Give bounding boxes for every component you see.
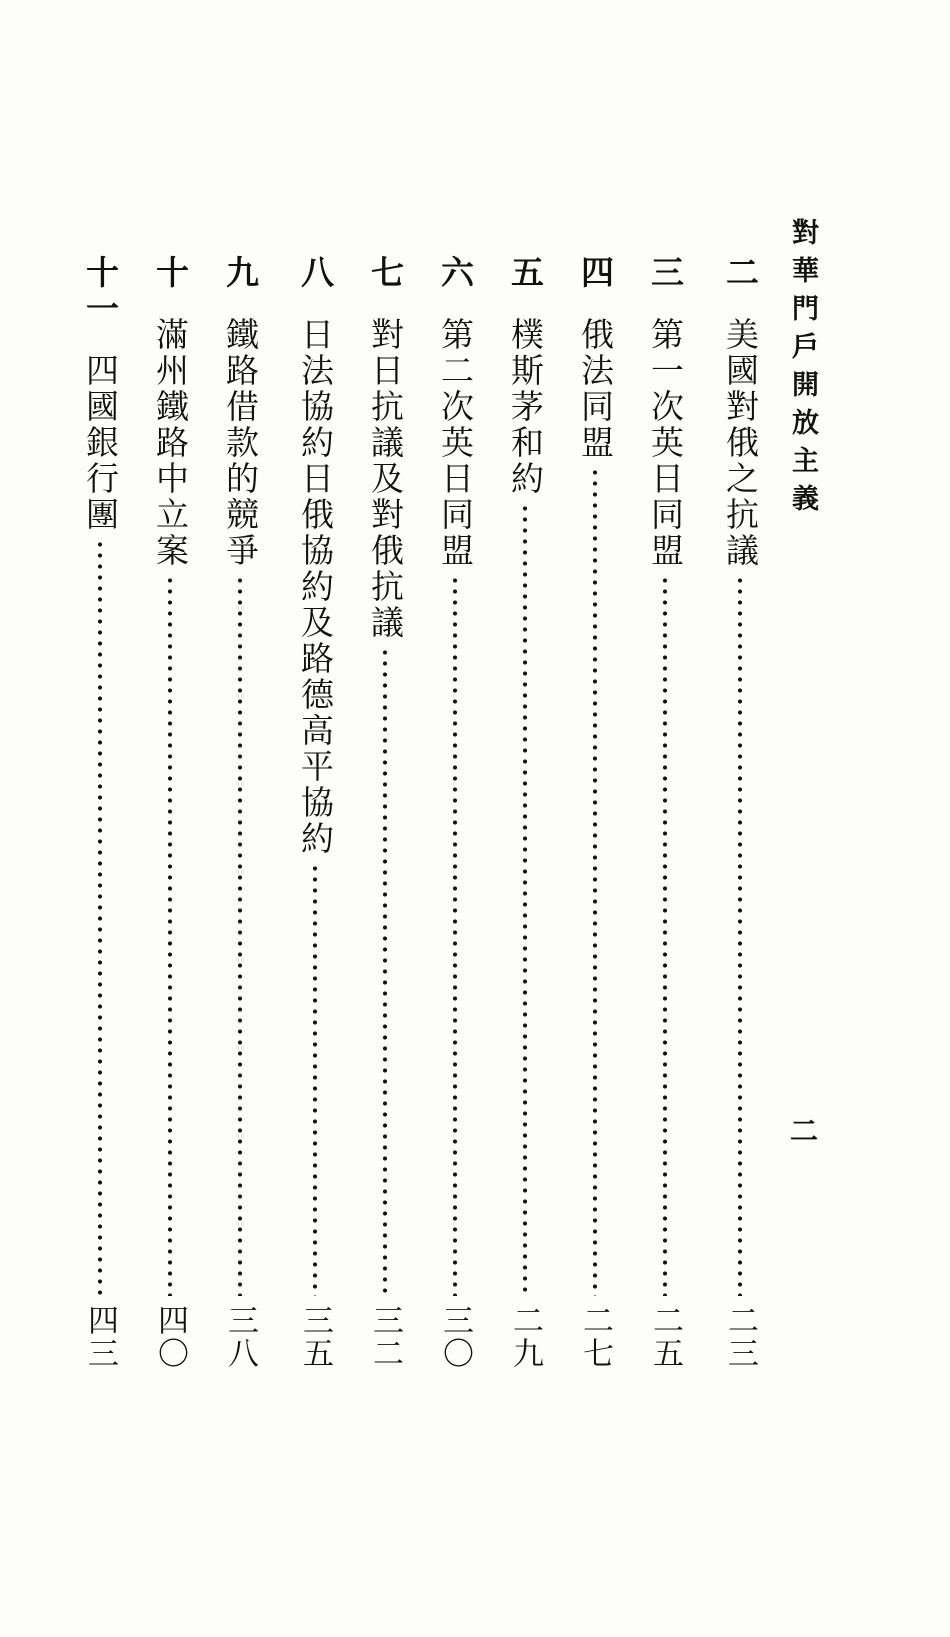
- dot-leader: [661, 575, 669, 1296]
- toc-entry: [573, 255, 617, 1370]
- chapter-number: 二: [721, 255, 760, 291]
- chapter-page: 三二: [367, 1304, 403, 1370]
- chapter-title: 第二次英日同盟: [436, 317, 475, 569]
- chapter-number: 九: [221, 255, 260, 291]
- chapter-number: 四: [576, 255, 615, 291]
- chapter-page: 二三: [722, 1304, 758, 1370]
- toc-entry: [78, 255, 122, 1370]
- chapter-number: 六: [436, 255, 475, 291]
- chapter-number: 七: [366, 255, 405, 291]
- chapter-title: 滿州鐵路中立案: [151, 317, 190, 569]
- chapter-page: 二九: [507, 1304, 543, 1370]
- toc-entry: [148, 255, 192, 1370]
- chapter-page: 三五: [297, 1304, 333, 1370]
- toc-entry: [643, 255, 687, 1370]
- chapter-page: 二七: [577, 1304, 613, 1370]
- chapter-title: 美國對俄之抗議: [721, 317, 760, 569]
- chapter-page: 三八: [222, 1304, 258, 1370]
- dot-leader: [521, 503, 529, 1296]
- chapter-title: 第一次英日同盟: [646, 317, 685, 569]
- dot-leader: [736, 575, 744, 1296]
- toc-entry: [503, 255, 547, 1370]
- chapter-number: 八: [296, 255, 335, 291]
- chapter-title: 樸斯茅和約: [506, 317, 545, 497]
- chapter-number: 十一: [81, 255, 120, 327]
- chapter-number: 五: [506, 255, 545, 291]
- dot-leader: [96, 539, 104, 1296]
- page-number: 二: [786, 1116, 819, 1144]
- dot-leader: [591, 467, 599, 1296]
- dot-leader: [451, 575, 459, 1296]
- chapter-title: 鐵路借款的競爭: [221, 317, 260, 569]
- running-header-title: 對華門戶開放主義: [787, 218, 818, 522]
- chapter-title: 俄法同盟: [576, 317, 615, 461]
- chapter-page: 二五: [647, 1304, 683, 1370]
- toc-entry: [433, 255, 477, 1370]
- chapter-page: 四〇: [152, 1304, 188, 1370]
- toc-entry: [218, 255, 262, 1370]
- chapter-title: 日法協約日俄協約及路德高平協約: [296, 317, 335, 857]
- dot-leader: [311, 863, 319, 1296]
- dot-leader: [166, 575, 174, 1296]
- dot-leader: [236, 575, 244, 1296]
- toc-entry: [363, 255, 407, 1370]
- chapter-number: 十: [151, 255, 190, 291]
- chapter-number: 三: [646, 255, 685, 291]
- chapter-page: 四三: [82, 1304, 118, 1370]
- dot-leader: [381, 647, 389, 1296]
- toc-entry: [293, 255, 337, 1370]
- chapter-title: 四國銀行團: [81, 353, 120, 533]
- chapter-page: 三〇: [437, 1304, 473, 1370]
- toc-entry: [718, 255, 762, 1370]
- chapter-title: 對日抗議及對俄抗議: [366, 317, 405, 641]
